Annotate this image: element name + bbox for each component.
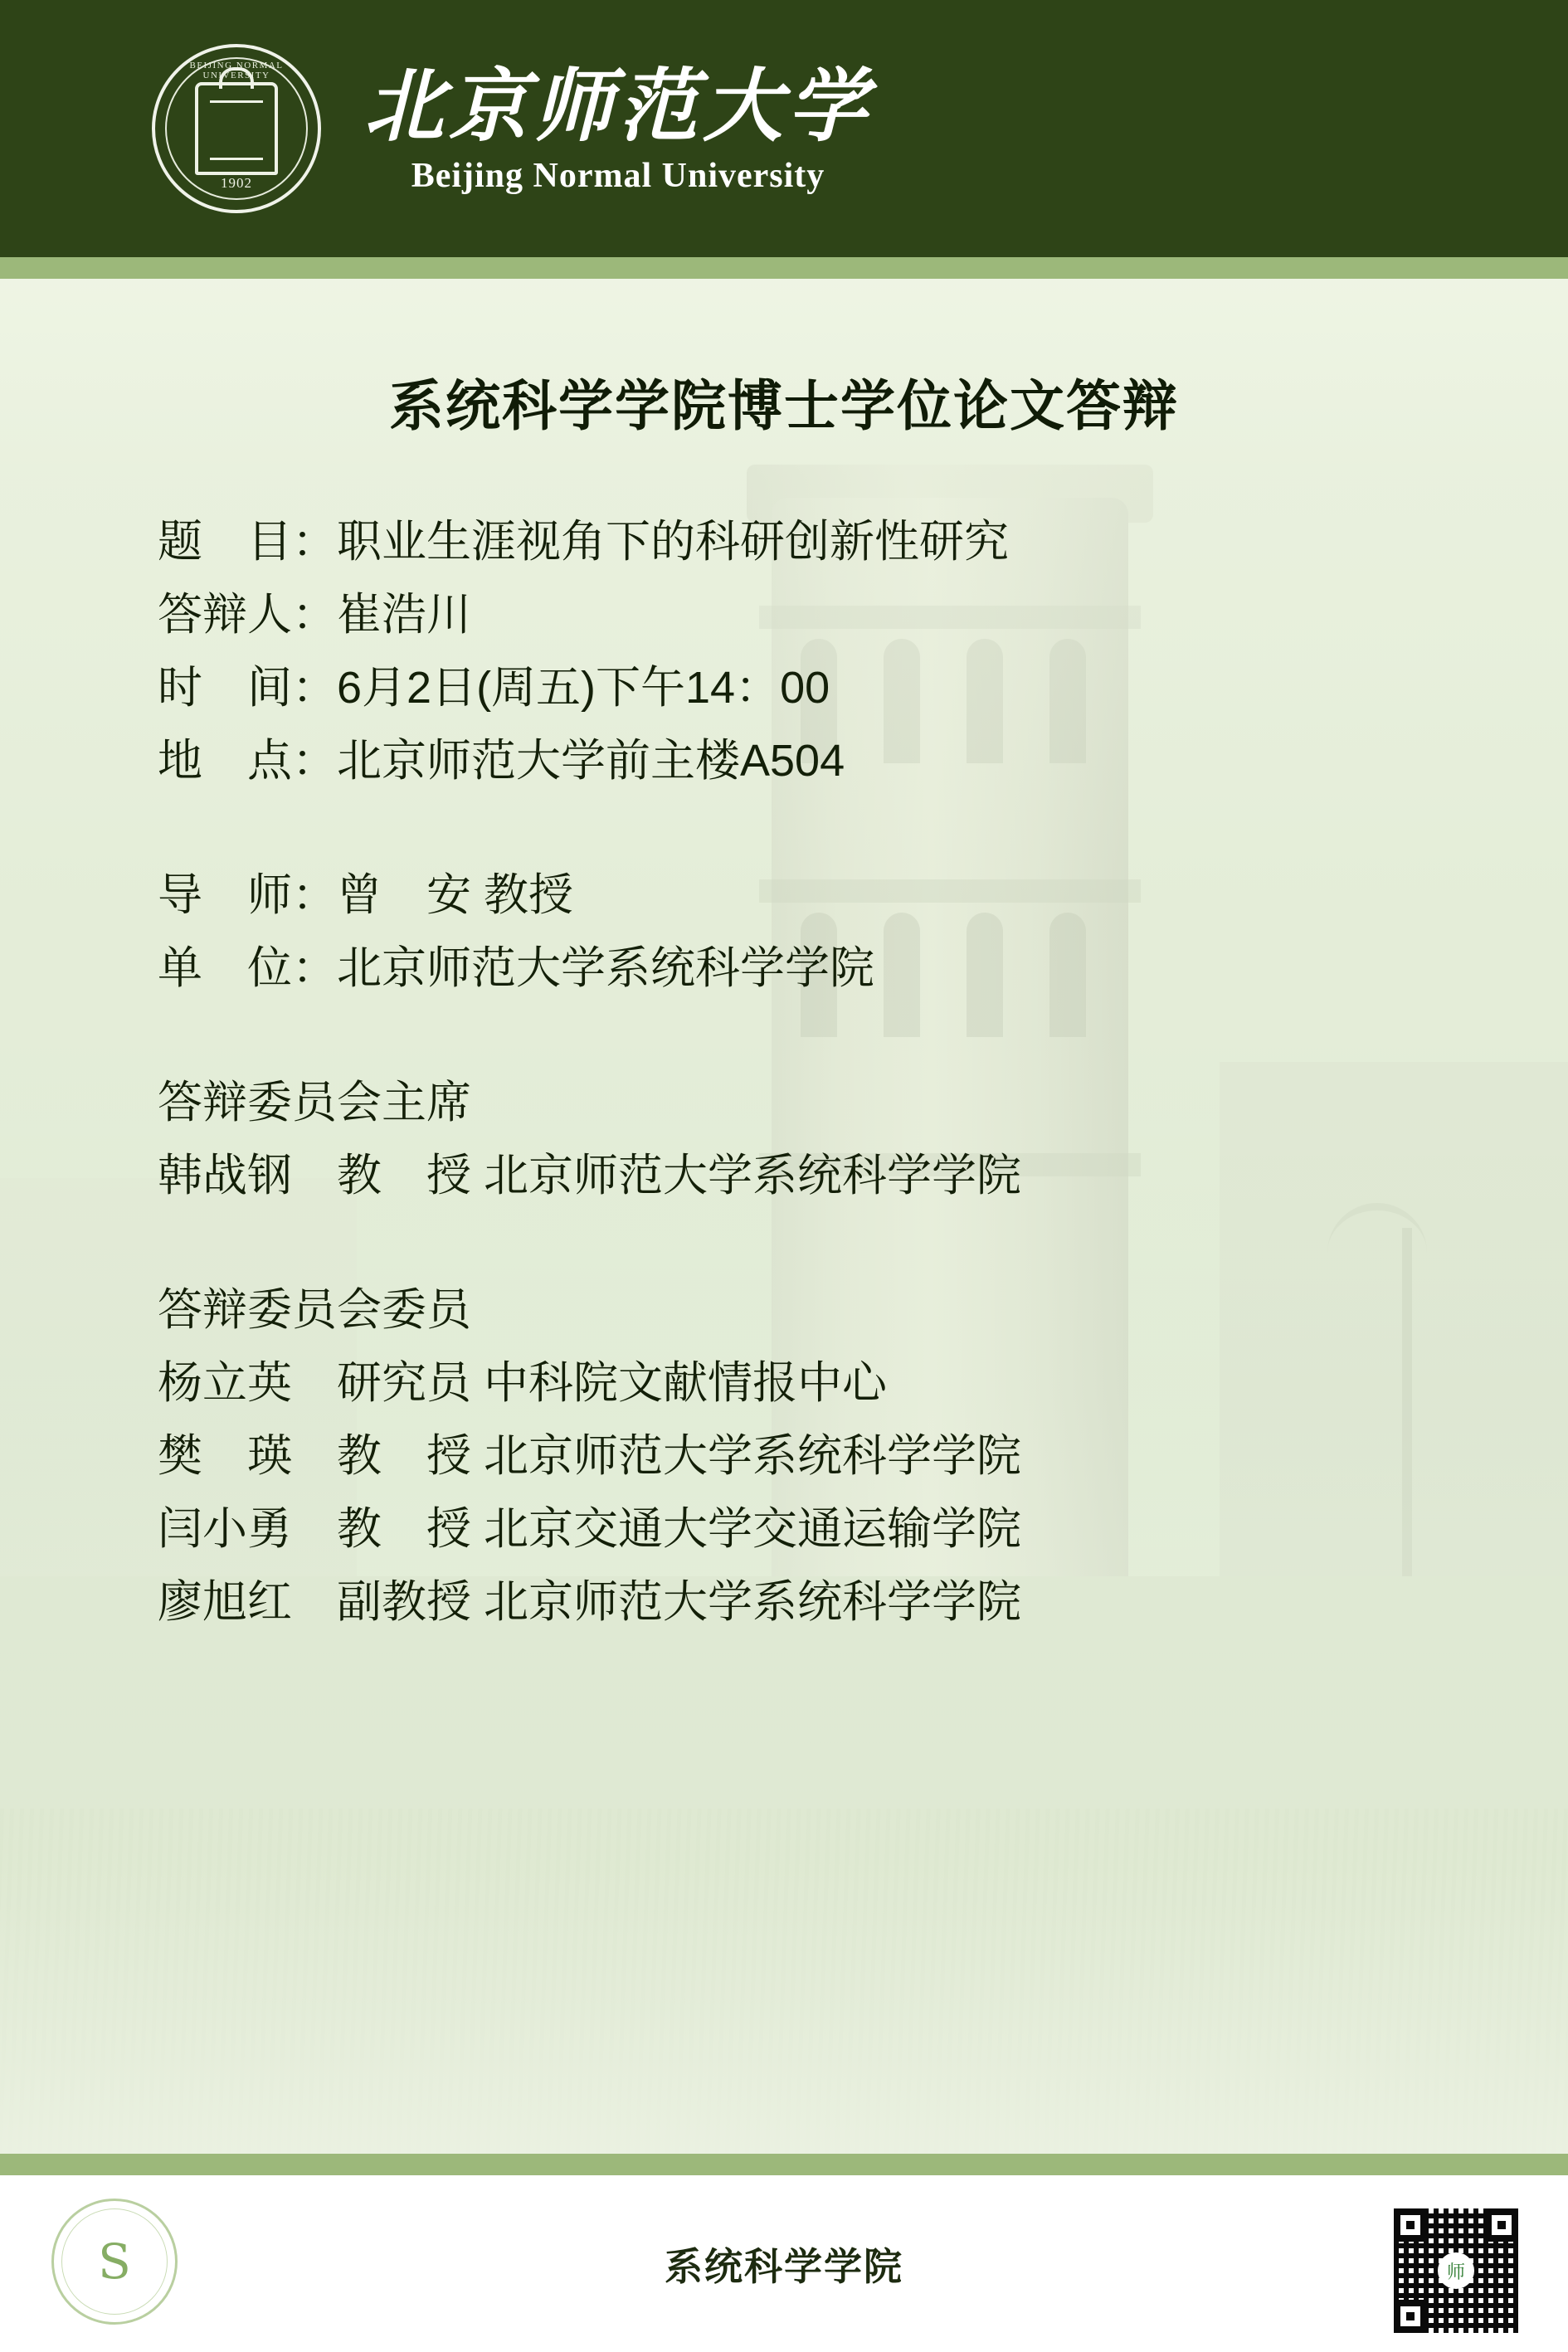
seal-emblem-icon: [195, 82, 278, 175]
header-accent-strip: [0, 257, 1568, 279]
info-value: 北京师范大学前主楼A504: [337, 736, 845, 786]
list-item: 韩战钢 教 授 北京师范大学系统科学学院: [158, 1151, 1022, 1201]
info-label: 单 位：: [158, 943, 337, 994]
committee-members-heading: 答辩委员会委员: [158, 1285, 471, 1336]
header-banner: [0, 0, 1568, 257]
list-item: 廖旭红 副教授 北京师范大学系统科学学院: [158, 1577, 1022, 1628]
info-row-advisor: [158, 859, 1568, 932]
qr-eye-icon: [1394, 2208, 1427, 2242]
list-item: 闫小勇 教 授 北京交通大学交通运输学院: [158, 1504, 1022, 1555]
committee-chair-heading: 答辩委员会主席: [158, 1078, 471, 1128]
school-name-label: 系统科学学院: [665, 2245, 903, 2288]
info-row-title: [158, 505, 1568, 578]
info-value: 崔浩川: [337, 590, 471, 640]
seal-ring-label: BEIJING NORMAL UNIVERSITY: [189, 61, 284, 80]
info-label: 答辩人：: [158, 590, 337, 640]
qr-eye-icon: [1485, 2208, 1518, 2242]
poster-content: [0, 279, 1568, 1639]
seal-year-label: 1902: [221, 175, 252, 191]
info-value: 6月2日(周五)下午14：00: [337, 663, 830, 713]
footer-accent-strip: [0, 2154, 1568, 2175]
info-label: 题 目：: [158, 517, 337, 567]
university-seal-logo: [152, 44, 321, 213]
page-title: 系统科学学院博士学位论文答辩: [389, 375, 1179, 436]
info-label: 时 间：: [158, 663, 337, 713]
header-titles: [364, 61, 872, 196]
list-item: 樊 瑛 教 授 北京师范大学系统科学学院: [158, 1431, 1022, 1482]
university-name-cn: 北京师范大学: [364, 59, 872, 153]
info-label: 地 点：: [158, 736, 337, 786]
info-value: 曾 安 教授: [337, 870, 574, 921]
info-row-affiliation: [158, 932, 1568, 1005]
qr-eye-icon: [1394, 2300, 1427, 2333]
info-row-location: [158, 724, 1568, 797]
info-value: 北京师范大学系统科学学院: [337, 943, 874, 994]
info-row-time: [158, 651, 1568, 724]
section-spacer: [0, 1005, 1568, 1066]
info-value: 职业生涯视角下的科研创新性研究: [337, 517, 1009, 567]
info-row-presenter: [158, 578, 1568, 651]
school-logo-glyph: S: [98, 2233, 131, 2290]
info-fields: [0, 505, 1568, 1005]
qr-center-glyph: 师: [1438, 2252, 1474, 2289]
info-label: 导 师：: [158, 870, 337, 921]
qr-code[interactable]: [1394, 2208, 1518, 2333]
footer-bar: [0, 2175, 1568, 2352]
section-spacer: [0, 1212, 1568, 1273]
section-spacer: [158, 797, 1568, 859]
list-item: 杨立英 研究员 中科院文献情报中心: [158, 1358, 888, 1409]
university-name-en: Beijing Normal University: [411, 156, 825, 195]
